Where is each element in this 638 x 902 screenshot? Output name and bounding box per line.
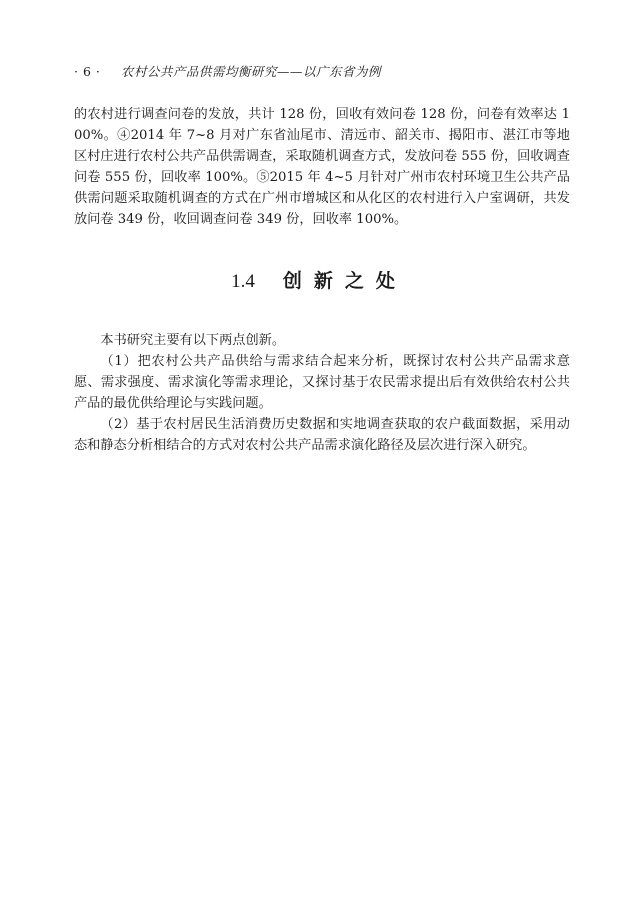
innovation-point-2: （2）基于农村居民生活消费历史数据和实地调查获取的农户截面数据，采用动态和静态分析相结合的方式对农村公共产品需求演化路径及层次进行深入研究。: [74, 417, 570, 453]
innovation-point-1: （1）把农村公共产品供给与需求结合起来分析，既探讨农村公共产品需求意愿、需求强度、需求演化等需求理论，又探讨基于农民需求提出后有效供给农村公共产品的最优供给理论与实践问题。: [74, 354, 570, 411]
page-number: · 6 ·: [74, 64, 101, 79]
section-heading: [0, 266, 638, 293]
section-title: 创新之处: [282, 270, 407, 292]
continued-paragraph: 的农村进行调查问卷的发放，共计 128 份，回收有效问卷 128 份，问卷有效率达 100%。④2014 年 7~8 月对广东省汕尾市、清远市、韶关市、揭阳市、湛江市等地区村庄进行农村公共产品供需调查，采取随机调查方式，发放问卷 555 份，回收调查问卷 555 份，回收率 100%。⑤2015 年 4~5 月针对广州市农村环境卫生公共产品供需问题采取随机调查的方式在广州市增城区和从化区的农村进行入户室调研，共发放问卷 349 份，收回调查问卷 349 份，回收率 100%。: [74, 107, 570, 227]
continued-paragraph-block: [74, 104, 570, 230]
book-title: 农村公共产品供需均衡研究——以广东省为例: [120, 64, 381, 79]
section-number: 1.4: [231, 271, 255, 292]
running-header: [74, 62, 381, 80]
intro-paragraph: 本书研究主要有以下两点创新。: [100, 333, 286, 348]
section-body: [74, 330, 570, 456]
